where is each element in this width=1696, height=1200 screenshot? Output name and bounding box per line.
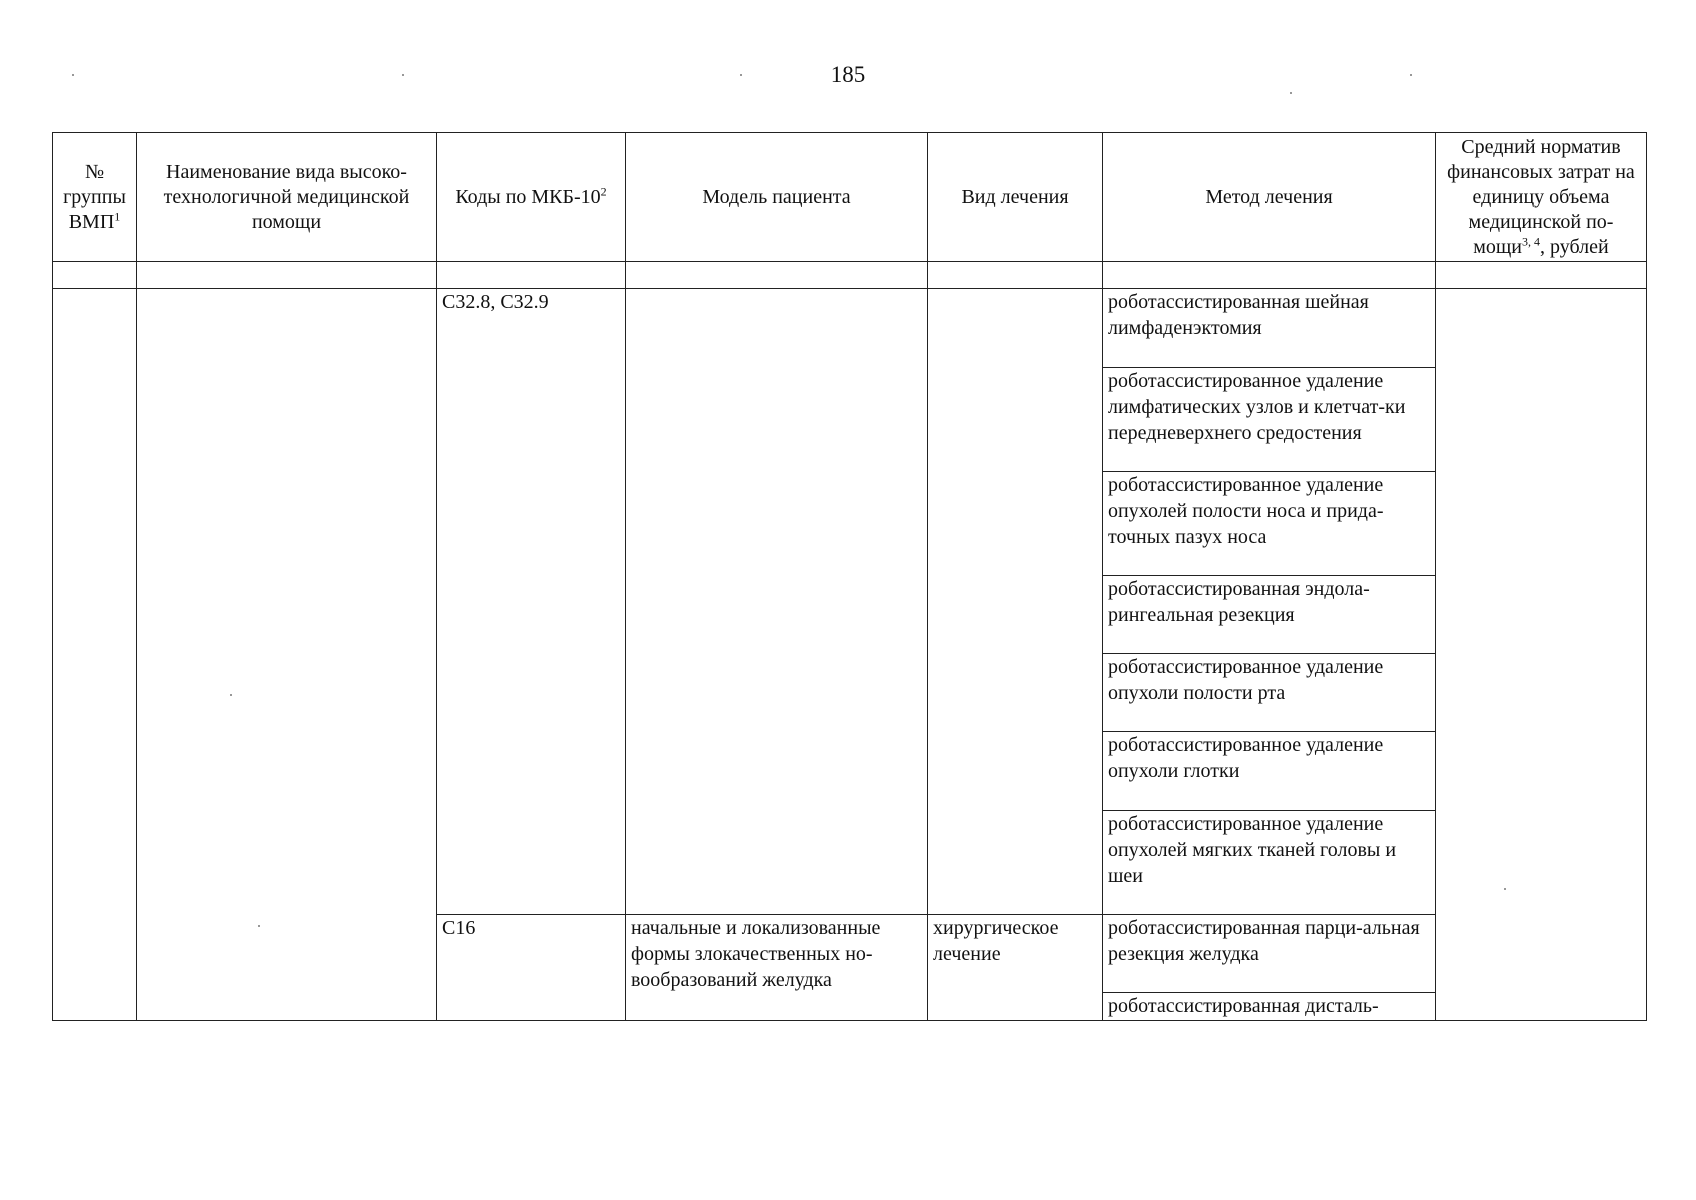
treatment-method-cell: роботассистированная эндола-рингеальная резекция [1103,576,1436,654]
treatment-method-cell: роботассистированное удаление опухолей мягких тканей головы и шеи [1103,811,1436,915]
header-treatment-method: Метод лечения [1103,133,1436,262]
header-icd-codes: Коды по МКБ-$10^2$ [437,133,626,262]
treatment-method-cell: роботассистированное удаление опухоли полости рта [1103,654,1436,732]
header-treatment-type: Вид лечения [928,133,1103,262]
treatment-method-cell: роботассистированное удаление опухолей полости носа и прида-точных пазух носа [1103,472,1436,576]
patient-model-cell: начальные и локализованные формы злокачественных но-вообразований желудка [626,915,928,1021]
treatment-type-cell: хирургическое лечение [928,915,1103,1021]
treatment-method-cell: роботассистированное удаление лимфатических узлов и клетчат-ки передневерхнего средостения [1103,368,1436,472]
page-number: 185 [830,62,866,87]
header-care-type: Наименование вида высоко-технологичной медицинской помощи [137,133,437,262]
care-type-cell [137,289,437,1021]
header-group-number: № группы ВМП$^1$ [53,133,137,262]
treatment-method-cell: роботассистированная парци-альная резекция желудка [1103,915,1436,993]
header-average-cost: Средний норматив финансовых затрат на единицу объема медицинской по-мощи$^{3, 4}$, рублей [1436,133,1647,262]
treatment-type-cell [928,289,1103,915]
treatment-method-cell: роботассистированное удаление опухоли глотки [1103,732,1436,811]
icd-code-cell: C32.8, C32.9 [437,289,626,915]
services-table [52,132,1647,1021]
treatment-method-cell: роботассистированная дисталь- [1103,993,1436,1021]
group-number-cell [53,289,137,1021]
patient-model-cell [626,289,928,915]
header-row [53,133,1647,262]
header-patient-model: Модель пациента [626,133,928,262]
table-row [53,289,1647,368]
icd-code-cell: C16 [437,915,626,1021]
spacer-row [53,262,1647,289]
treatment-method-cell: роботассистированная шейная лимфаденэктомия [1103,289,1436,368]
average-cost-cell [1436,289,1647,1021]
